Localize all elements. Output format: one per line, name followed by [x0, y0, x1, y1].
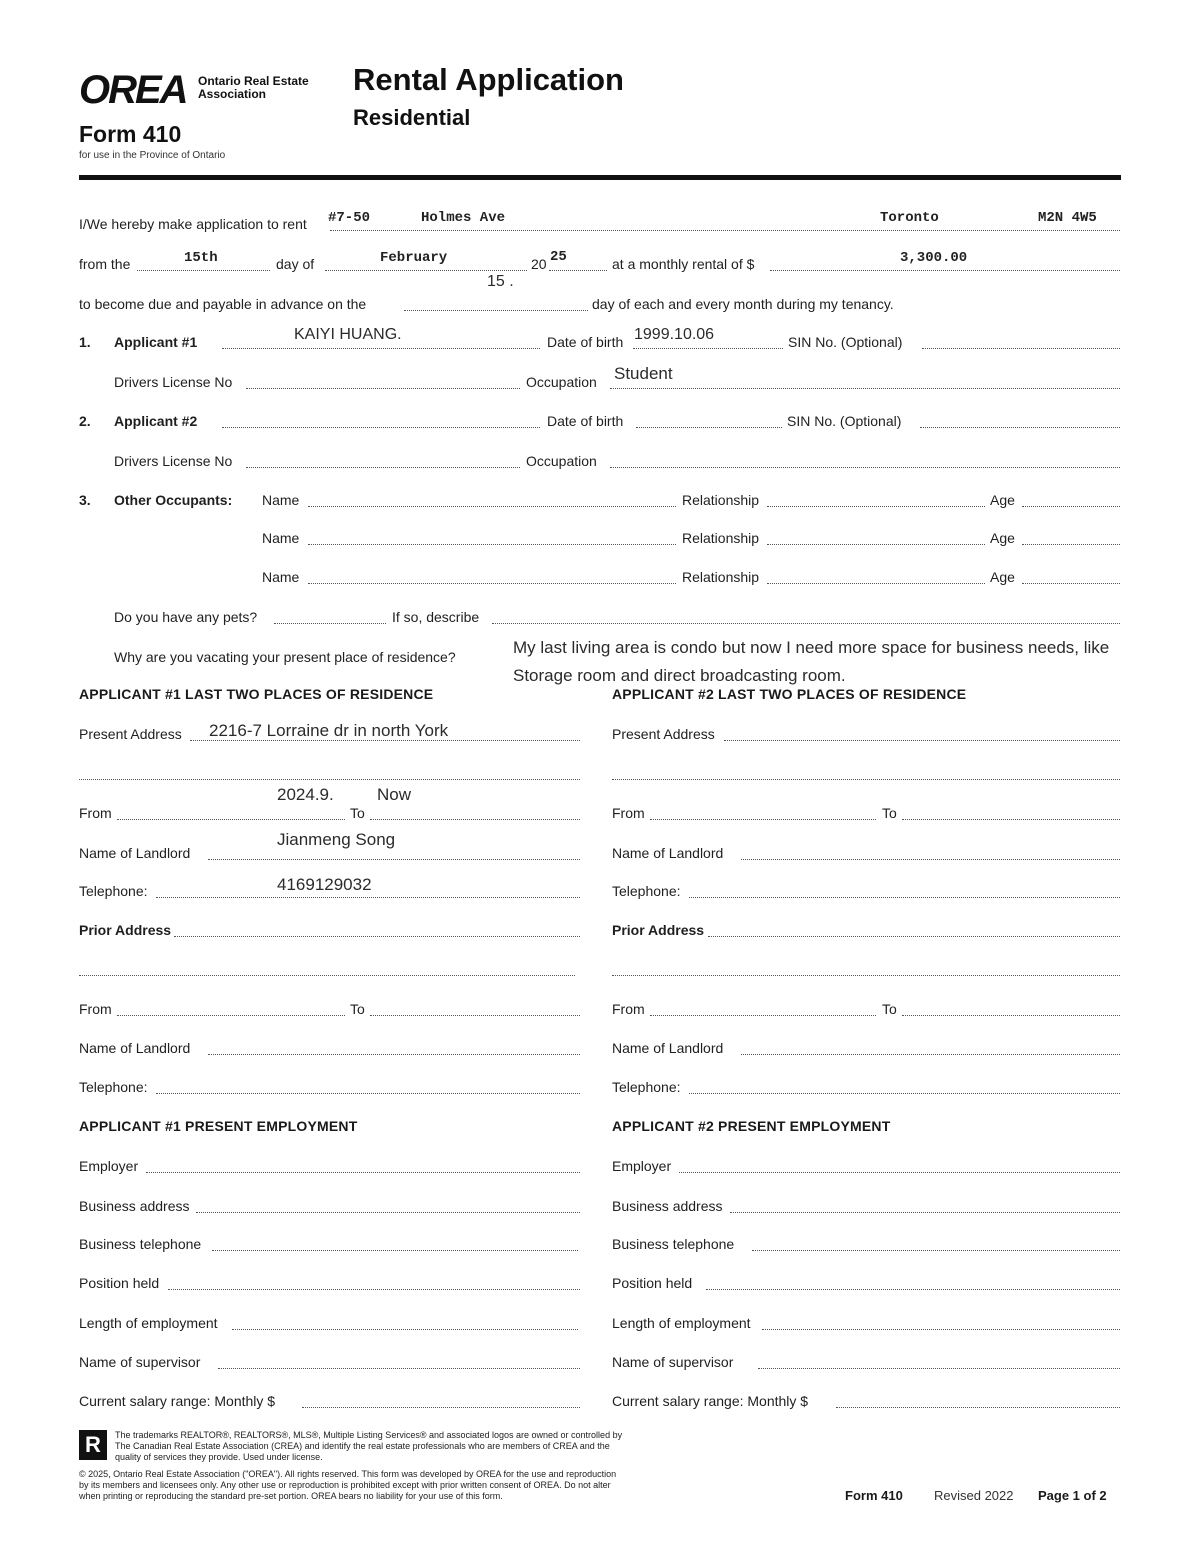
- a1-present-address-label: Present Address: [79, 726, 182, 742]
- a2-present-telephone-label: Telephone:: [612, 883, 681, 899]
- occupant-1-relationship-label: Relationship: [682, 492, 760, 508]
- header-rule: [79, 175, 1121, 180]
- applicant-1-dob[interactable]: 1999.10.06: [634, 326, 715, 343]
- realtor-logo-letter: R: [85, 1432, 101, 1457]
- a1-business-address-label: Business address: [79, 1198, 190, 1214]
- a1-salary-field[interactable]: [302, 1407, 580, 1408]
- start-month-value[interactable]: February: [380, 250, 448, 266]
- a1-present-from-label: From: [79, 805, 112, 821]
- vacating-reason-line-2[interactable]: Storage room and direct broadcasting room.: [513, 666, 846, 685]
- monthly-rental-field[interactable]: [770, 270, 1120, 271]
- a1-prior-from-label: From: [79, 1001, 112, 1017]
- applicant-2-dl-field[interactable]: [246, 467, 520, 468]
- monthly-rental-value[interactable]: 3,300.00: [900, 250, 968, 266]
- a2-prior-landlord-label: Name of Landlord: [612, 1040, 724, 1056]
- a2-supervisor-field[interactable]: [758, 1368, 1120, 1369]
- occupant-3-name-label: Name: [262, 569, 300, 585]
- copyright-line-1: © 2025, Ontario Real Estate Association ("OREA"). All rights reserved. This form was developed by OREA for the use and reproduction: [79, 1469, 617, 1479]
- a2-employer-field[interactable]: [679, 1172, 1120, 1173]
- pets-describe-field[interactable]: [492, 623, 1120, 624]
- rent-address-street[interactable]: Holmes Ave: [421, 210, 506, 226]
- applicant-2-dob-label: Date of birth: [547, 413, 624, 429]
- applicant-1-dob-field[interactable]: [633, 348, 783, 349]
- start-day-field[interactable]: [137, 270, 270, 271]
- a1-business-telephone-label: Business telephone: [79, 1236, 202, 1252]
- orea-logo-wordmark: OREA: [79, 68, 187, 112]
- applicant-2-number: 2.: [79, 413, 91, 429]
- applicant-2-dl-label: Drivers License No: [114, 453, 233, 469]
- a2-business-telephone-field[interactable]: [752, 1250, 1120, 1251]
- applicant-2-sin-field[interactable]: [920, 427, 1120, 428]
- orea-logo-org-name: Ontario Real Estate Association: [198, 74, 309, 101]
- realtor-logo: [79, 1430, 107, 1460]
- a1-present-from[interactable]: 2024.9.: [277, 785, 334, 804]
- applicant-1-sin-field[interactable]: [922, 348, 1120, 349]
- a2-salary-field[interactable]: [836, 1407, 1120, 1408]
- a2-prior-from-field[interactable]: [650, 1015, 876, 1016]
- a2-prior-to-label: To: [882, 1001, 897, 1017]
- applicant-2-dob-field[interactable]: [636, 427, 782, 428]
- a2-present-from-label: From: [612, 805, 645, 821]
- applicant-2-occupation-field[interactable]: [610, 467, 1120, 468]
- page-subtitle: Residential: [353, 105, 471, 130]
- occupant-2-age-label: Age: [990, 530, 1015, 546]
- orea-logo: [79, 68, 187, 113]
- footer-page-number: Page 1 of 2: [1038, 1488, 1107, 1503]
- applicant-1-sin-label: SIN No. (Optional): [788, 334, 903, 350]
- rent-address-unit[interactable]: #7-50: [328, 210, 371, 226]
- a1-prior-to-field[interactable]: [370, 1015, 580, 1016]
- a2-length-field[interactable]: [762, 1329, 1120, 1330]
- rent-address-postal[interactable]: M2N 4W5: [1038, 210, 1097, 226]
- a1-length-field[interactable]: [232, 1329, 578, 1330]
- a1-prior-landlord-label: Name of Landlord: [79, 1040, 191, 1056]
- pets-describe-label: If so, describe: [392, 609, 480, 625]
- a2-present-from-field[interactable]: [650, 819, 876, 820]
- a1-position-label: Position held: [79, 1275, 160, 1291]
- a2-prior-from-label: From: [612, 1001, 645, 1017]
- occupant-1-name-label: Name: [262, 492, 300, 508]
- a2-position-field[interactable]: [706, 1289, 1120, 1290]
- rent-address-field[interactable]: [330, 230, 1120, 231]
- a1-present-telephone-field[interactable]: [156, 897, 580, 898]
- occupant-3-relationship-label: Relationship: [682, 569, 760, 585]
- page-title: Rental Application: [353, 62, 624, 97]
- occupant-2-relationship-field[interactable]: [767, 544, 985, 545]
- applicant-2-name-field[interactable]: [222, 427, 540, 428]
- a1-prior-address-line-2[interactable]: [79, 975, 575, 976]
- a1-landlord[interactable]: Jianmeng Song: [277, 830, 396, 849]
- occupant-2-name-label: Name: [262, 530, 300, 546]
- start-year-value[interactable]: 25: [550, 249, 567, 265]
- applicant-2-residence-title: APPLICANT #2 LAST TWO PLACES OF RESIDENCE: [612, 686, 967, 702]
- start-year-field[interactable]: [549, 270, 607, 271]
- pets-answer-field[interactable]: [274, 623, 386, 624]
- a1-employer-field[interactable]: [146, 1172, 580, 1173]
- a1-telephone[interactable]: 4169129032: [277, 875, 372, 894]
- a1-present-telephone-label: Telephone:: [79, 883, 148, 899]
- start-month-field[interactable]: [325, 270, 527, 271]
- copyright-line-3: when printing or reproducing the standard pre-set portion. OREA bears no liability for your use of this form.: [79, 1491, 503, 1501]
- a1-present-landlord-field[interactable]: [208, 859, 580, 860]
- a2-prior-telephone-label: Telephone:: [612, 1079, 681, 1095]
- footer-form-ref: Form 410: [845, 1488, 903, 1503]
- a2-present-telephone-field[interactable]: [689, 897, 1120, 898]
- occupant-2-age-field[interactable]: [1022, 544, 1120, 545]
- a2-salary-label: Current salary range: Monthly $: [612, 1393, 809, 1409]
- rent-address-city[interactable]: Toronto: [880, 210, 939, 226]
- applicant-1-number: 1.: [79, 334, 91, 350]
- a2-present-address-label: Present Address: [612, 726, 715, 742]
- a2-prior-address-label: Prior Address: [612, 922, 705, 938]
- pets-question: Do you have any pets?: [114, 609, 258, 625]
- a2-present-address-line-2[interactable]: [612, 779, 1120, 780]
- form-scope: for use in the Province of Ontario: [79, 150, 226, 161]
- a2-supervisor-label: Name of supervisor: [612, 1354, 734, 1370]
- from-label: from the: [79, 256, 131, 272]
- a1-present-from-field[interactable]: [117, 819, 345, 820]
- applicant-1-residence-title: APPLICANT #1 LAST TWO PLACES OF RESIDENCE: [79, 686, 434, 702]
- applicant-1-employment-title: APPLICANT #1 PRESENT EMPLOYMENT: [79, 1118, 358, 1134]
- a1-position-field[interactable]: [168, 1289, 580, 1290]
- a1-present-to-label: To: [350, 805, 365, 821]
- a1-prior-landlord-field[interactable]: [208, 1054, 580, 1055]
- occupant-3-age-field[interactable]: [1022, 583, 1120, 584]
- a2-prior-to-field[interactable]: [902, 1015, 1120, 1016]
- a2-present-address-field[interactable]: [724, 740, 1120, 741]
- a2-present-landlord-field[interactable]: [741, 859, 1120, 860]
- occupants-number: 3.: [79, 492, 91, 508]
- a2-prior-landlord-field[interactable]: [741, 1054, 1120, 1055]
- occupant-1-age-field[interactable]: [1022, 506, 1120, 507]
- applicant-2-occupation-label: Occupation: [526, 453, 597, 469]
- form-number: Form 410: [79, 121, 182, 147]
- occupants-label: Other Occupants:: [114, 492, 233, 508]
- trademark-line-1: The trademarks REALTOR®, REALTORS®, MLS®, Multiple Listing Services® and associated logos are owned or controlled by: [115, 1430, 623, 1440]
- a1-prior-telephone-field[interactable]: [156, 1093, 580, 1094]
- start-day-value[interactable]: 15th: [184, 250, 218, 266]
- a2-prior-address-field[interactable]: [708, 936, 1120, 937]
- occupant-1-age-label: Age: [990, 492, 1015, 508]
- vacating-reason-line-1[interactable]: My last living area is condo but now I need more space for business needs, like: [513, 638, 1110, 657]
- due-day-value[interactable]: 15 .: [487, 273, 514, 290]
- due-label-tail: day of each and every month during my tenancy.: [592, 296, 894, 312]
- a1-business-telephone-field[interactable]: [212, 1250, 578, 1251]
- a1-prior-to-label: To: [350, 1001, 365, 1017]
- a2-business-telephone-label: Business telephone: [612, 1236, 735, 1252]
- a2-prior-telephone-field[interactable]: [689, 1093, 1120, 1094]
- a1-prior-from-field[interactable]: [117, 1015, 345, 1016]
- applicant-1-occupation-label: Occupation: [526, 374, 597, 390]
- due-day-field[interactable]: [404, 310, 588, 311]
- a1-present-to[interactable]: Now: [377, 785, 412, 804]
- a1-prior-address-field[interactable]: [174, 936, 580, 937]
- applicant-1-dl-label: Drivers License No: [114, 374, 233, 390]
- occupant-3-name-field[interactable]: [308, 583, 676, 584]
- a1-present-address[interactable]: 2216-7 Lorraine dr in north York: [209, 721, 449, 740]
- occupant-2-relationship-label: Relationship: [682, 530, 760, 546]
- applicant-1-dl-field[interactable]: [246, 388, 520, 389]
- a1-prior-telephone-label: Telephone:: [79, 1079, 148, 1095]
- applicant-1-dob-label: Date of birth: [547, 334, 624, 350]
- a2-present-to-field[interactable]: [902, 819, 1120, 820]
- applicant-1-name-field[interactable]: [222, 348, 540, 349]
- a2-present-to-label: To: [882, 805, 897, 821]
- a1-salary-label: Current salary range: Monthly $: [79, 1393, 276, 1409]
- a2-business-address-field[interactable]: [730, 1212, 1120, 1213]
- a1-prior-address-label: Prior Address: [79, 922, 172, 938]
- occupant-3-age-label: Age: [990, 569, 1015, 585]
- a2-business-address-label: Business address: [612, 1198, 723, 1214]
- due-label: to become due and payable in advance on the: [79, 296, 367, 312]
- a1-present-landlord-label: Name of Landlord: [79, 845, 191, 861]
- trademark-line-2: The Canadian Real Estate Association (CREA) and identify the real estate professionals who are members of CREA and the: [115, 1441, 610, 1451]
- a2-employer-label: Employer: [612, 1158, 672, 1174]
- footer-revised: Revised 2022: [934, 1488, 1014, 1503]
- a2-position-label: Position held: [612, 1275, 693, 1291]
- year-prefix: 20: [531, 256, 547, 272]
- a1-employer-label: Employer: [79, 1158, 139, 1174]
- day-of-label: day of: [276, 256, 315, 272]
- a1-supervisor-field[interactable]: [218, 1368, 580, 1369]
- trademark-line-3: quality of services they provide. Used under license.: [115, 1452, 323, 1462]
- occupant-1-name-field[interactable]: [308, 506, 676, 507]
- copyright-line-2: by its members and licensees only. Any other use or reproduction is prohibited except with prior written consent of OREA. Do not alter: [79, 1480, 611, 1490]
- applicant-2-label: Applicant #2: [114, 413, 198, 429]
- occupant-3-relationship-field[interactable]: [767, 583, 985, 584]
- a1-supervisor-label: Name of supervisor: [79, 1354, 201, 1370]
- occupant-2-name-field[interactable]: [308, 544, 676, 545]
- applicant-2-employment-title: APPLICANT #2 PRESENT EMPLOYMENT: [612, 1118, 891, 1134]
- a2-prior-address-line-2[interactable]: [612, 975, 1120, 976]
- a2-present-landlord-label: Name of Landlord: [612, 845, 724, 861]
- a1-present-address-line-2[interactable]: [79, 779, 580, 780]
- a1-business-address-field[interactable]: [196, 1212, 580, 1213]
- applicant-1-label: Applicant #1: [114, 334, 198, 350]
- a1-length-label: Length of employment: [79, 1315, 218, 1331]
- applicant-1-name[interactable]: KAIYI HUANG.: [294, 326, 402, 343]
- applicant-1-occupation[interactable]: Student: [614, 364, 673, 383]
- applicant-2-sin-label: SIN No. (Optional): [787, 413, 902, 429]
- rent-address-label: I/We hereby make application to rent: [79, 216, 307, 232]
- applicant-1-occupation-field[interactable]: [610, 388, 1120, 389]
- a2-length-label: Length of employment: [612, 1315, 751, 1331]
- monthly-rental-label: at a monthly rental of $: [612, 256, 755, 272]
- vacating-question: Why are you vacating your present place of residence?: [114, 649, 456, 665]
- occupant-1-relationship-field[interactable]: [767, 506, 985, 507]
- a1-present-to-field[interactable]: [370, 819, 580, 820]
